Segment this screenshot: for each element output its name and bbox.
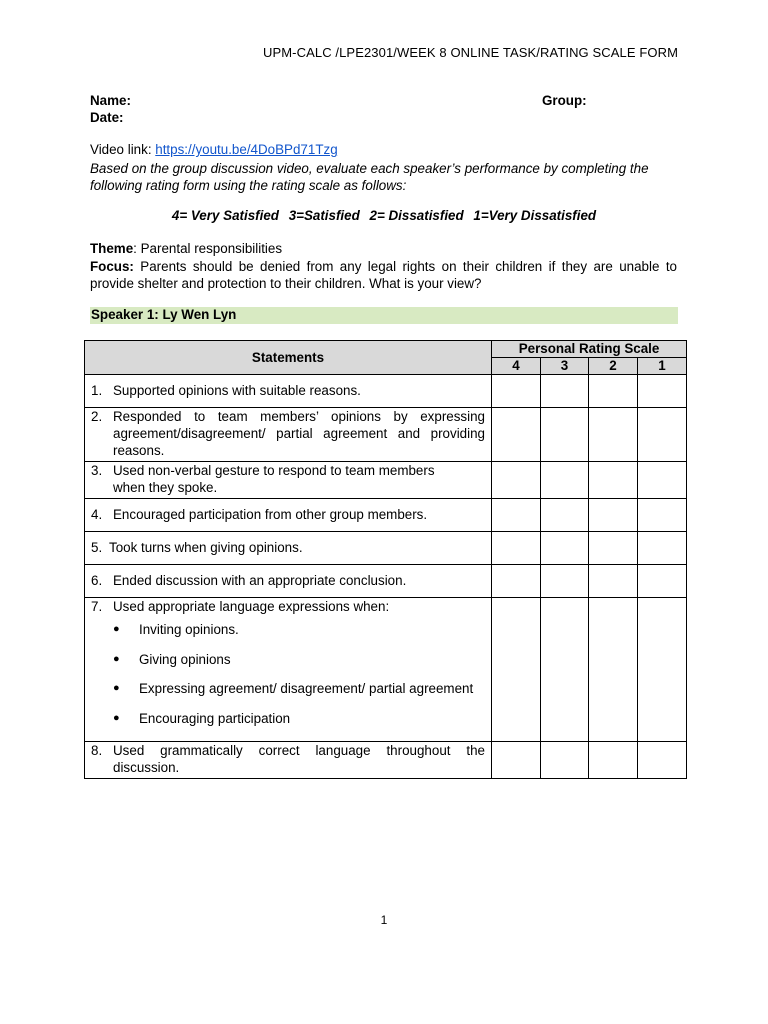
statement-text: Used appropriate language expressions when:	[113, 599, 390, 614]
rating-cell-3[interactable]	[541, 532, 589, 565]
date-label: Date:	[90, 110, 124, 125]
statement-cell	[85, 565, 492, 598]
theme-label: Theme	[90, 241, 134, 256]
name-label: Name:	[90, 93, 131, 108]
table-row	[85, 532, 687, 565]
focus-label: Focus:	[90, 259, 134, 274]
rating-cell-1[interactable]	[638, 742, 687, 779]
statement-number: 1.	[91, 383, 103, 398]
video-link-label: Video link:	[90, 142, 156, 157]
personal-rating-scale-header: Personal Rating Scale	[492, 341, 687, 358]
language-expressions-list	[113, 621, 485, 739]
document-header: UPM-CALC /LPE2301/WEEK 8 ONLINE TASK/RATING SCALE FORM	[262, 45, 678, 60]
focus-line	[90, 258, 677, 292]
rating-cell-3[interactable]	[541, 598, 589, 742]
rating-cell-2[interactable]	[589, 532, 638, 565]
statement-cell	[85, 742, 492, 779]
group-label: Group:	[542, 93, 587, 108]
table-row	[85, 742, 687, 779]
theme-value: : Parental responsibilities	[133, 241, 283, 256]
scale-col-2: 2	[589, 358, 638, 375]
rating-cell-1[interactable]	[638, 499, 687, 532]
rating-table	[84, 340, 687, 779]
statement-cell	[85, 462, 492, 499]
rating-cell-1[interactable]	[638, 408, 687, 462]
statements-header: Statements	[85, 341, 492, 375]
rating-scale-legend	[0, 208, 768, 223]
theme-line	[90, 241, 282, 256]
rating-cell-4[interactable]	[492, 742, 541, 779]
statement-number: 3.	[91, 463, 103, 478]
rating-cell-2[interactable]	[589, 375, 638, 408]
rating-cell-1[interactable]	[638, 462, 687, 499]
rating-cell-4[interactable]	[492, 532, 541, 565]
rating-cell-4[interactable]	[492, 499, 541, 532]
statement-cell	[85, 532, 492, 565]
rating-cell-1[interactable]	[638, 565, 687, 598]
statement-text: Responded to team members’ opinions by expressing agreement/disagreement/ partial agreement and providing reasons.	[113, 409, 485, 458]
rating-cell-4[interactable]	[492, 565, 541, 598]
statement-number: 4.	[91, 507, 103, 522]
statement-text: Supported opinions with suitable reasons.	[113, 383, 361, 398]
statement-number: 5.	[91, 540, 103, 555]
bullet-icon: ●	[113, 711, 120, 724]
rating-cell-4[interactable]	[492, 598, 541, 742]
video-link[interactable]: https://youtu.be/4DoBPd71Tzg	[155, 142, 338, 157]
page-number: 1	[380, 913, 388, 927]
focus-value: Parents should be denied from any legal rights on their children if they are unable to provide shelter and protection to their children. What is your view?	[90, 259, 677, 291]
table-row	[85, 499, 687, 532]
rating-cell-4[interactable]	[492, 375, 541, 408]
statement-number: 8.	[91, 743, 103, 758]
statement-cell	[85, 408, 492, 462]
rating-cell-3[interactable]	[541, 375, 589, 408]
scale-col-3: 3	[541, 358, 589, 375]
statement-number: 2.	[91, 409, 103, 424]
rating-cell-3[interactable]	[541, 565, 589, 598]
table-row	[85, 408, 687, 462]
statement-cell	[85, 598, 492, 742]
statement-text: Encouraged participation from other group members.	[113, 507, 428, 522]
rating-cell-1[interactable]	[638, 375, 687, 408]
scale-item-2: 2= Dissatisfied	[369, 208, 464, 223]
scale-item-1: 1=Very Dissatisfied	[473, 208, 597, 223]
video-link-line	[90, 142, 338, 157]
rating-cell-2[interactable]	[589, 499, 638, 532]
rating-cell-3[interactable]	[541, 462, 589, 499]
rating-cell-4[interactable]	[492, 462, 541, 499]
bullet-icon: ●	[113, 682, 120, 694]
speaker-heading: Speaker 1: Ly Wen Lyn	[90, 307, 678, 324]
list-item: ● Expressing agreement/ disagreement/ partial agreement	[113, 680, 485, 710]
statement-number: 6.	[91, 573, 103, 588]
rating-cell-3[interactable]	[541, 408, 589, 462]
statement-number: 7.	[91, 599, 103, 614]
rating-cell-3[interactable]	[541, 742, 589, 779]
statement-text: Used non-verbal gesture to respond to team members when they spoke.	[113, 463, 435, 495]
rating-cell-2[interactable]	[589, 408, 638, 462]
rating-cell-4[interactable]	[492, 408, 541, 462]
rating-cell-2[interactable]	[589, 462, 638, 499]
scale-item-4: 4= Very Satisfied	[171, 208, 279, 223]
statement-text: Used grammatically correct language throughout the discussion.	[113, 743, 485, 775]
rating-cell-2[interactable]	[589, 565, 638, 598]
scale-col-1: 1	[638, 358, 687, 375]
rating-cell-1[interactable]	[638, 598, 687, 742]
rating-cell-3[interactable]	[541, 499, 589, 532]
list-item: ● Encouraging participation	[113, 710, 485, 740]
table-row	[85, 375, 687, 408]
table-row	[85, 462, 687, 499]
scale-col-4: 4	[492, 358, 541, 375]
statement-cell	[85, 375, 492, 408]
instructions: Based on the group discussion video, evaluate each speaker’s performance by completing the following rating form using the rating scale as follows:	[90, 161, 649, 193]
bullet-icon: ●	[113, 652, 120, 665]
rating-cell-2[interactable]	[589, 742, 638, 779]
list-item: ● Giving opinions	[113, 651, 485, 681]
table-row	[85, 565, 687, 598]
statement-text: Took turns when giving opinions.	[109, 540, 303, 555]
scale-item-3: 3=Satisfied	[288, 208, 360, 223]
bullet-icon: ●	[113, 623, 120, 635]
rating-cell-1[interactable]	[638, 532, 687, 565]
rating-cell-2[interactable]	[589, 598, 638, 742]
table-row	[85, 598, 687, 742]
list-item: ● Inviting opinions.	[113, 621, 485, 651]
statement-text: Ended discussion with an appropriate conclusion.	[113, 573, 407, 588]
statement-cell	[85, 499, 492, 532]
